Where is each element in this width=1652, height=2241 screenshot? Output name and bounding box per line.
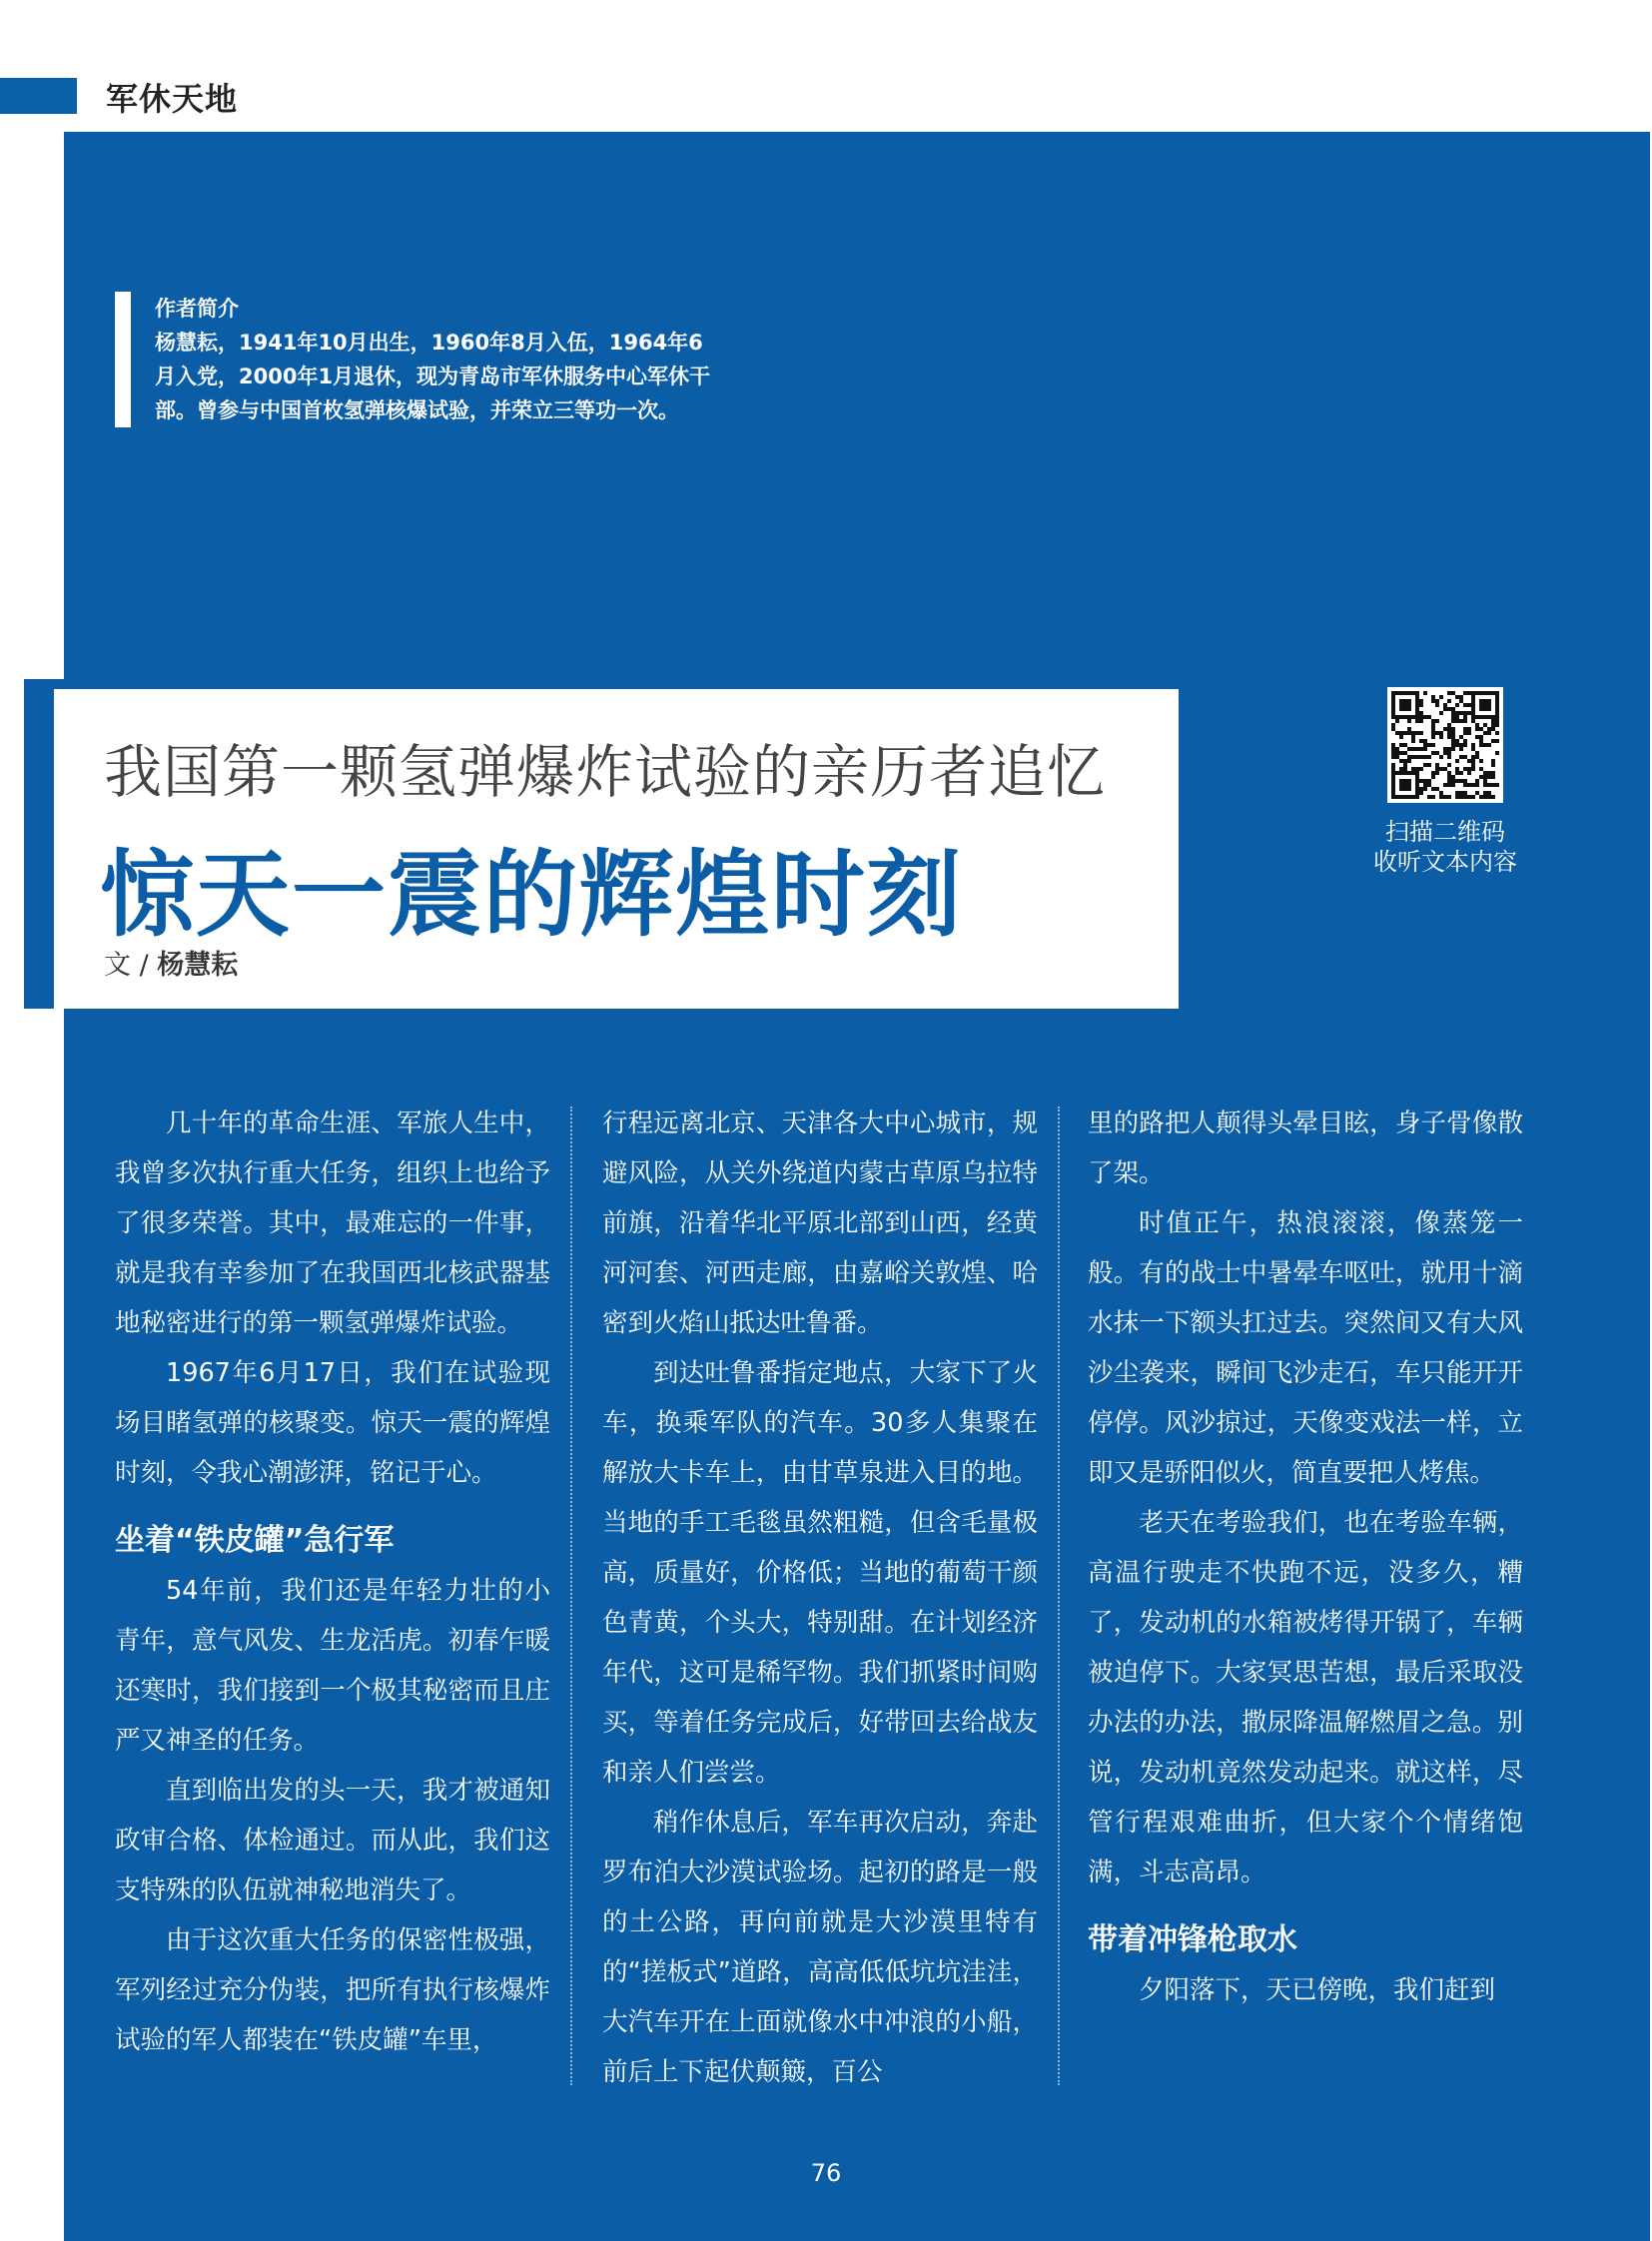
section-heading: 坐着“铁皮罐”急行军 [115,1523,395,1558]
article-subtitle: 我国第一颗氢弹爆炸试验的亲历者追忆 [104,738,1107,806]
qr-code-icon[interactable] [1387,687,1503,803]
column-divider [1058,1107,1060,2085]
paragraph: 稍作休息后，军车再次启动，奔赴罗布泊大沙漠试验场。起初的路是一般的土公路，再向前就是大沙漠里特有的“搓板式”道路，高高低低坑坑洼洼，大汽车开在上面就像水中冲浪的小船，前后上下起伏颠簸，百公 [602,1808,1038,2087]
section-heading: 带着冲锋枪取水 [1088,1922,1297,1957]
author-intro-body: 杨慧耘，1941年10月出生，1960年8月入伍，1964年6月入党，2000年1月退休，现为青岛市军休服务中心军休干部。曾参与中国首枚氢弹核爆试验，并荣立三等功一次。 [155,331,711,422]
qr-caption [1348,817,1542,877]
paragraph: 里的路把人颠得头晕目眩，身子骨像散了架。 [1088,1109,1523,1188]
paragraph: 行程远离北京、天津各大中心城市，规避风险，从关外绕道内蒙古草原乌拉特前旗，沿着华北平原北部到山西，经黄河河套、河西走廊，由嘉峪关敦煌、哈密到火焰山抵达吐鲁番。 [602,1109,1038,1338]
paragraph: 到达吐鲁番指定地点，大家下了火车，换乘军队的汽车。30多人集聚在解放大卡车上，由甘草泉进入目的地。当地的手工毛毯虽然粗糙，但含毛量极高，质量好，价格低；当地的葡萄干颜色青黄，个头大，特别甜。在计划经济年代，这可是稀罕物。我们抓紧时间购买，等着任务完成后，好带回去给战友和亲人们尝尝。 [602,1358,1038,1788]
page-number: 76 [810,2159,842,2187]
qr-caption-line2: 收听文本内容 [1373,848,1517,876]
author-intro-heading: 作者简介 [155,297,239,321]
author-intro [115,292,714,427]
section-tab-marker [0,78,77,114]
paragraph: 几十年的革命生涯、军旅人生中，我曾多次执行重大任务，组织上也给予了很多荣誉。其中，最难忘的一件事，就是我有幸参加了在我国西北核武器基地秘密进行的第一颗氢弹爆炸试验。 [115,1109,550,1338]
paragraph: 直到临出发的头一天，我才被通知政审合格、体检通过。而从此，我们这支特殊的队伍就神秘地消失了。 [115,1776,550,1905]
column-2 [602,1099,1038,2097]
column-3 [1088,1099,1523,2015]
section-label: 军休天地 [106,80,239,118]
byline-author: 杨慧耘 [157,950,239,981]
column-divider [570,1107,572,2085]
paragraph: 1967年6月17日，我们在试验现场目睹氢弹的核聚变。惊天一震的辉煌时刻，令我心潮澎湃，铭记于心。 [115,1358,550,1488]
byline [104,943,238,982]
byline-prefix: 文 / [104,950,158,981]
article-title: 惊天一震的辉煌时刻 [100,841,964,950]
column-1 [115,1099,550,2065]
paragraph: 老天在考验我们，也在考验车辆，高温行驶走不快跑不远，没多久，糟了，发动机的水箱被烤得开锅了，车辆被迫停下。大家冥思苦想，最后采取没办法的办法，撒尿降温解燃眉之急。别说，发动机竟然发动起来。就这样，尽管行程艰难曲折，但大家个个情绪饱满，斗志高昂。 [1088,1508,1523,1887]
paragraph: 由于这次重大任务的保密性极强，军列经过充分伪装，把所有执行核爆炸试验的军人都装在“铁皮罐”车里， [115,1925,550,2055]
paragraph: 54年前，我们还是年轻力壮的小青年，意气风发、生龙活虎。初春乍暖还寒时，我们接到一个极其秘密而且庄严又神圣的任务。 [115,1576,550,1756]
qr-caption-line1: 扫描二维码 [1385,818,1505,846]
paragraph: 时值正午，热浪滚滚，像蒸笼一般。有的战士中暑晕车呕吐，就用十滴水抹一下额头扛过去。突然间又有大风沙尘袭来，瞬间飞沙走石，车只能开开停停。风沙掠过，天像变戏法一样，立即又是骄阳似火，简直要把人烤焦。 [1088,1208,1523,1488]
paragraph: 夕阳落下，天已傍晚，我们赶到 [1139,1975,1496,2005]
